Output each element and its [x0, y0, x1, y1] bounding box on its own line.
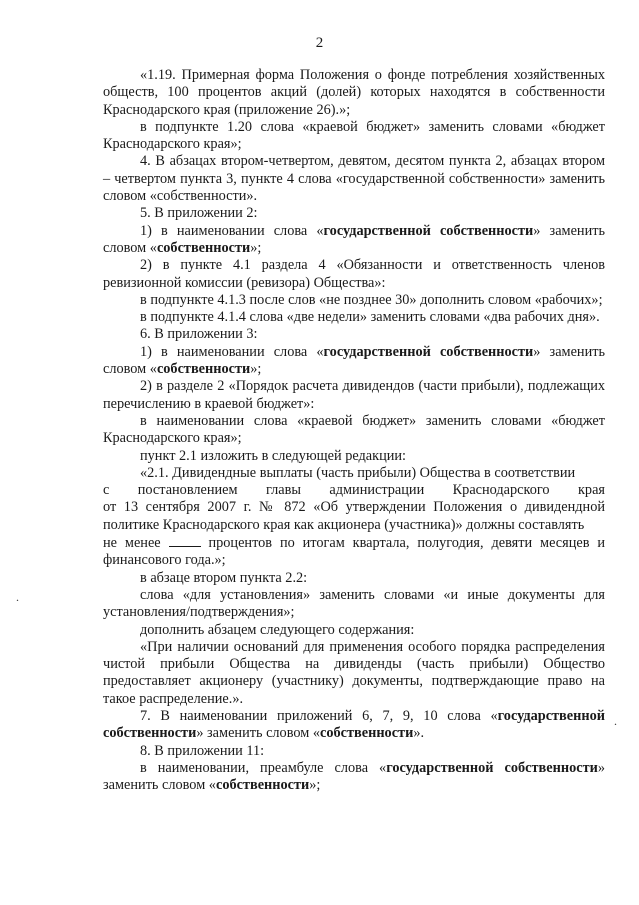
- paragraph: в подпункте 1.20 слова «краевой бюджет» заменить словами «бюджет Краснодарского края»;: [103, 118, 605, 153]
- paragraph: «При наличии оснований для применения особого порядка распределения чистой прибыли Общества на дивиденды (часть прибыли) Общество предоставляет акционеру (участнику) документы, подтверждающие право на такое распределение.».: [103, 638, 605, 707]
- paragraph: от 13 сентября 2007 г. № 872 «Об утверждении Положения о дивидендной политике Краснодарского края как акционера (участника)» должны составлять: [103, 499, 605, 533]
- paragraph: с постановлением главы администрации Краснодарского края: [103, 482, 605, 499]
- paragraph: 6. В приложении 3:: [140, 326, 258, 343]
- scan-speck: .: [16, 590, 19, 604]
- paragraph: «1.19. Примерная форма Положения о фонде потребления хозяйственных обществ, 100 процентов акций (долей) которых находятся в собственности Краснодарского края (приложение 26).»;: [103, 67, 605, 118]
- page-number: 2: [315, 35, 324, 51]
- paragraph: 1) в наименовании слова «государственной собственности» заменить словом «собственности»;: [103, 343, 606, 378]
- fill-in-blank: [169, 534, 201, 547]
- scan-speck: .: [614, 714, 617, 728]
- paragraph: в наименовании слова «краевой бюджет» заменить словами «бюджет Краснодарского края»;: [103, 412, 605, 447]
- paragraph: в подпункте 4.1.4 слова «две недели» заменить словами «два рабочих дня».: [140, 309, 600, 326]
- paragraph: слова «для установления» заменить словами «и иные документы для установления/подтверждения»;: [103, 586, 605, 621]
- paragraph: в подпункте 4.1.3 после слов «не позднее 30» дополнить словом «рабочих»;: [140, 291, 603, 308]
- paragraph: в абзаце втором пункта 2.2:: [140, 569, 308, 586]
- paragraph: 5. В приложении 2:: [140, 205, 258, 222]
- paragraph: 1) в наименовании слова «государственной собственности» заменить словом «собственности»;: [103, 222, 606, 256]
- document-body: [103, 67, 605, 794]
- paragraph: 8. В приложении 11:: [140, 742, 265, 759]
- paragraph: 2) в пункте 4.1 раздела 4 «Обязанности и ответственность членов ревизионной комиссии (ревизора) Общества»:: [103, 257, 605, 291]
- paragraph: не менее процентов по итогам квартала, полугодия, девяти месяцев и финансового года.»;: [103, 535, 606, 569]
- paragraph: «2.1. Дивидендные выплаты (часть прибыли) Общества в соответствии: [140, 464, 576, 481]
- paragraph: 7. В наименовании приложений 6, 7, 9, 10 слова «государственной собственности» заменить словом «собственности».: [103, 707, 605, 742]
- paragraph: дополнить абзацем следующего содержания:: [140, 621, 415, 638]
- paragraph: в наименовании, преамбуле слова «государственной собственности» заменить словом «собственности»;: [103, 759, 605, 794]
- paragraph: 2) в разделе 2 «Порядок расчета дивидендов (части прибыли), подлежащих перечислению в краевой бюджет»:: [103, 378, 605, 412]
- paragraph: 4. В абзацах втором-четвертом, девятом, десятом пункта 2, абзацах втором – четвертом пункта 3, пункте 4 слова «государственной собственности» заменить словом «собственности».: [103, 153, 605, 205]
- paragraph: пункт 2.1 изложить в следующей редакции:: [140, 447, 407, 464]
